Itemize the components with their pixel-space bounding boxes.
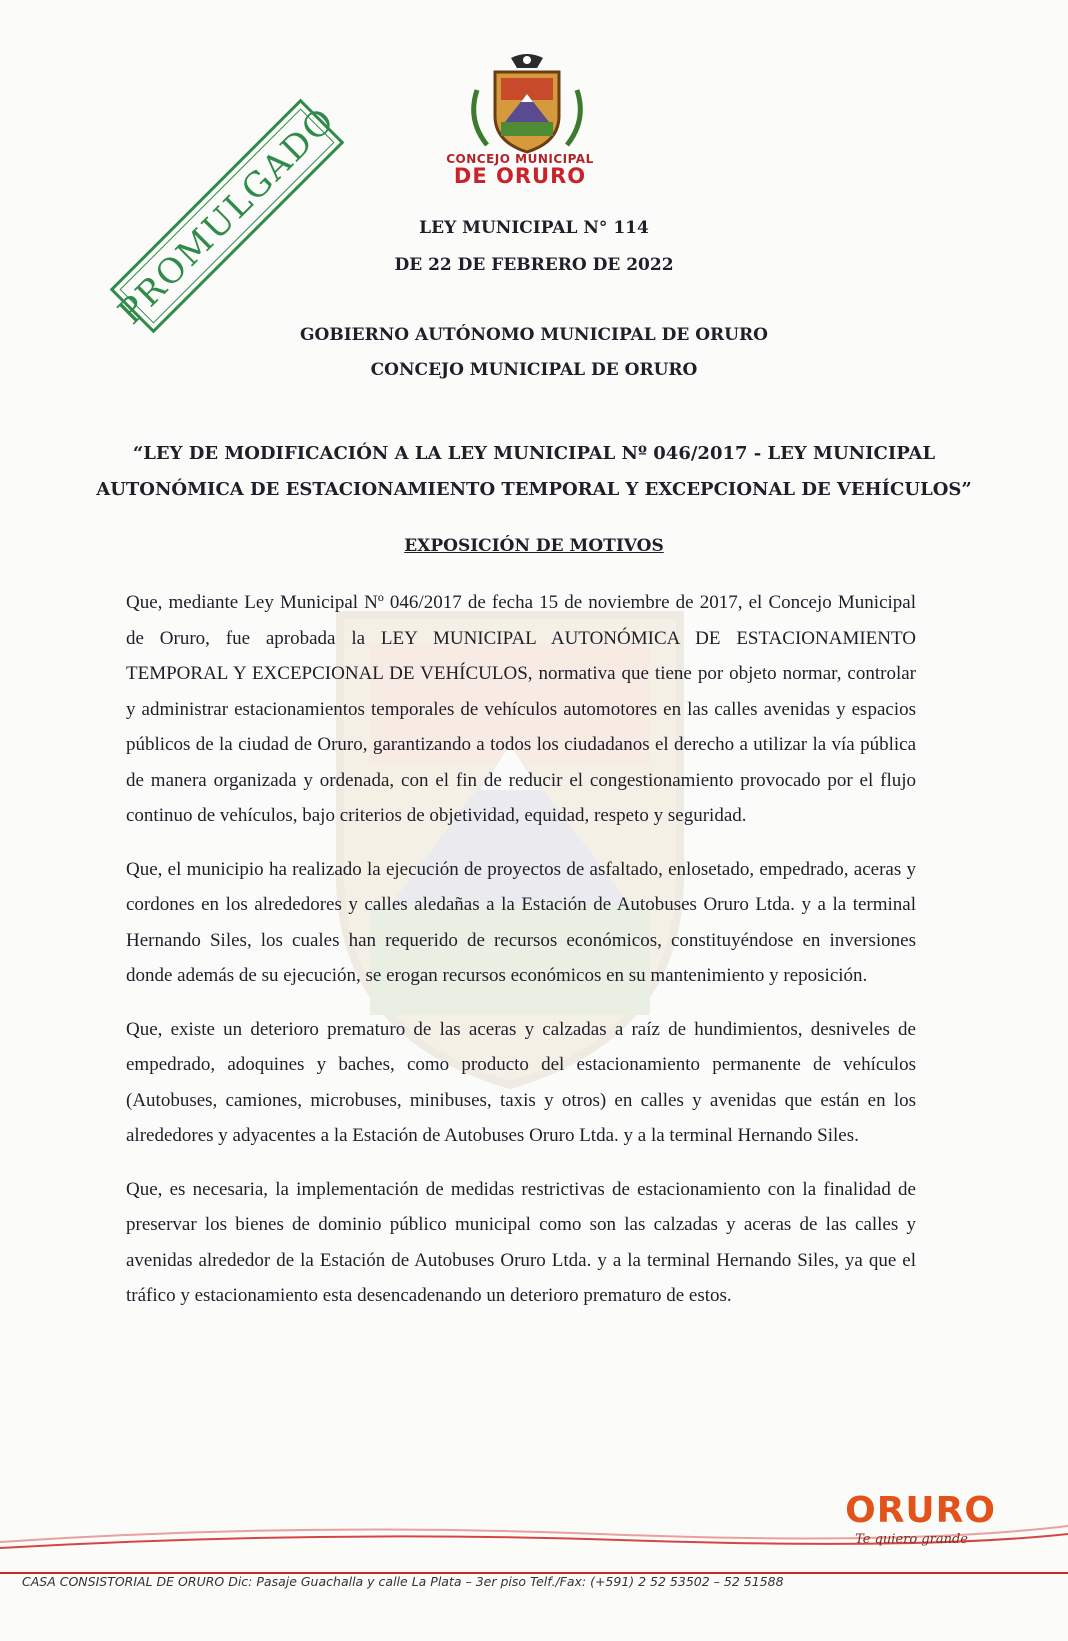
council-crest-icon <box>467 50 587 160</box>
oruro-tagline: Te quiero grande <box>855 1532 968 1547</box>
law-date: DE 22 DE FEBRERO DE 2022 <box>394 255 674 275</box>
paragraph: Que, el municipio ha realizado la ejecución de proyectos de asfaltado, enlosetado, empedrado, aceras y cordones en los alrededores y calles aledañas a la Estación de Autobuses Oruro Ltda. y a la terminal Hernando Siles, los cuales han requerido de recursos económicos, constituyéndose en inversiones donde además de su ejecución, se erogan recursos económicos en su mantenimiento y reposición. <box>126 858 916 986</box>
body-text <box>126 585 916 1332</box>
paragraph: Que, existe un deterioro prematuro de las aceras y calzadas a raíz de hundimientos, desniveles de empedrado, adoquines y baches, como producto del estacionamiento permanente de vehículos (Autobuses, camiones, microbuses, minibuses, taxis y otros) en calles y avenidas que están en los alrededores y adyacentes a la Estación de Autobuses Oruro Ltda. y a la terminal Hernando Siles. <box>126 1018 916 1146</box>
paragraph: Que, mediante Ley Municipal Nº 046/2017 de fecha 15 de noviembre de 2017, el Concejo Municipal de Oruro, fue aprobada la LEY MUNICIPAL AUTONÓMICA DE ESTACIONAMIENTO TEMPORAL Y EXCEPCIONAL DE VEHÍCULOS, normativa que tiene por objeto normar, controlar y administrar estacionamientos temporales de vehículos automotores en las calles avenidas y espacios públicos de la ciudad de Oruro, garantizando a todos los ciudadanos el derecho a utilizar la vía pública de manera organizada y ordenada, con el fin de reducir el congestionamiento provocado por el flujo continuo de vehículos, bajo criterios de objetividad, equidad, respeto y seguridad. <box>126 592 916 826</box>
oruro-logo: ORURO <box>845 1490 996 1531</box>
law-title-line1: “LEY DE MODIFICACIÓN A LA LEY MUNICIPAL Nº 046/2017 - LEY MUNICIPAL <box>132 443 936 464</box>
government-name: GOBIERNO AUTÓNOMO MUNICIPAL DE ORURO <box>300 325 768 345</box>
council-name: CONCEJO MUNICIPAL DE ORURO <box>370 360 698 380</box>
law-number: LEY MUNICIPAL N° 114 <box>419 218 649 238</box>
promulgado-stamp: PROMULGADO <box>110 99 344 333</box>
council-name-line1: CONCEJO MUNICIPAL <box>446 152 594 166</box>
footer-address: CASA CONSISTORIAL DE ORURO Dic: Pasaje Guachalla y calle La Plata – 3er piso Telf./Fax: (+591) 2 52 53502 – 52 51588 <box>22 1574 784 1589</box>
law-title-line2: AUTONÓMICA DE ESTACIONAMIENTO TEMPORAL Y EXCEPCIONAL DE VEHÍCULOS” <box>96 479 972 500</box>
council-name-line2: DE ORURO <box>453 164 587 188</box>
section-heading: EXPOSICIÓN DE MOTIVOS <box>404 536 664 556</box>
paragraph: Que, es necesaria, la implementación de medidas restrictivas de estacionamiento con la finalidad de preservar los bienes de dominio público municipal como son las calzadas y aceras de las calles y avenidas alrededor de la Estación de Autobuses Oruro Ltda. y a la terminal Hernando Siles, ya que el tráfico y estacionamiento esta desencadenando un deterioro prematuro de estos. <box>126 1178 916 1306</box>
